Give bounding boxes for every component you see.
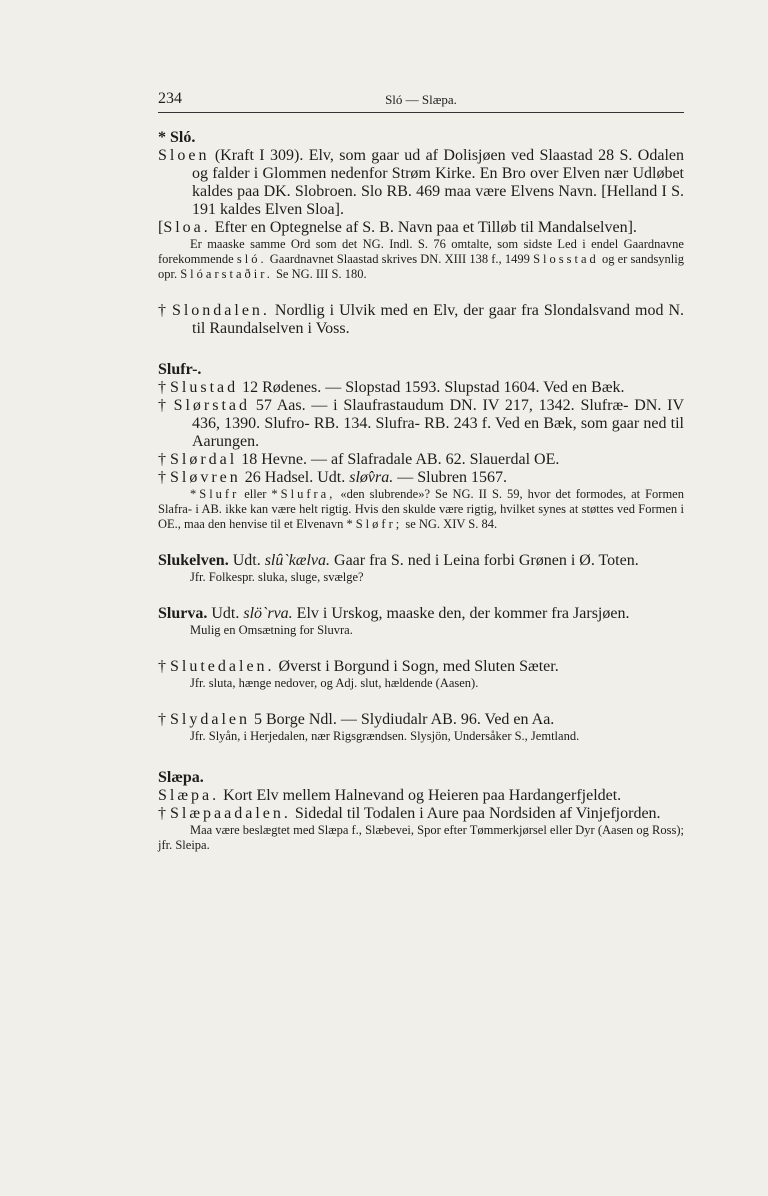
pronunciation: slö`rva.: [243, 605, 293, 622]
note-text: Se NG. III S. 180.: [272, 267, 367, 281]
note-spaced: sló.: [236, 252, 267, 266]
spacer: [158, 746, 684, 764]
entry-slondalen: [158, 302, 684, 338]
note-slydalen: Jfr. Slyån, i Herjedalen, nær Rigsgrændsen. Slysjön, Undersåker S., Jemtland.: [190, 729, 580, 743]
dagger: †: [158, 379, 170, 396]
entry-text: 18 Hevne. — af Slafradale AB. 62. Slauerdal OE.: [237, 451, 560, 468]
note-slaepa: Maa være beslægtet med Slæpa f., Slæbevei, Spor efter Tømmerkjørsel eller Dyr (Aasen og Ross); jfr. Sleipa.: [158, 823, 684, 852]
note-text: Gaardnavnet Slaastad skrives DN. XIII 138 f., 1499: [266, 252, 534, 266]
pronunciation: slû`kælva.: [264, 552, 331, 569]
spacer: [158, 338, 684, 356]
entry-text: 5 Borge Ndl. — Slydiudalr AB. 96. Ved en Aa.: [250, 711, 555, 728]
note-spaced: *Sløfr;: [346, 517, 403, 531]
entry-text: Øverst i Borgund i Sogn, med Sluten Sæter.: [274, 658, 559, 675]
entry-name: Slydalen: [170, 711, 250, 728]
note-slufr: [158, 487, 684, 532]
headword-slufr: Slufr-.: [158, 361, 202, 378]
entry-name: Slørstad: [173, 397, 251, 414]
page-number: 234: [158, 90, 182, 107]
spacer: [158, 284, 684, 302]
entry-text: Kort Elv mellem Halnevand og Heieren paa Hardangerfjeldet.: [219, 787, 622, 804]
entry-slurva: [158, 605, 684, 623]
dagger: †: [158, 658, 170, 675]
entry-name: Sloen: [158, 147, 210, 164]
dagger: †: [158, 302, 172, 319]
entry-text: Gaar fra S. ned i Leina forbi Grønen i Ø. Toten.: [330, 552, 639, 569]
entry-slydalen: [158, 711, 684, 729]
note-slo: [158, 237, 684, 282]
entry-name: Slæpaadalen.: [170, 805, 291, 822]
spacer: [158, 693, 684, 711]
entry-sloa: [158, 219, 684, 237]
pronunciation: slø̂vra.: [349, 469, 394, 486]
note-text: og er sandsynlig opr.: [158, 252, 684, 281]
dagger: †: [158, 397, 174, 414]
entry-slutedalen: [158, 658, 684, 676]
note-spaced: Slosstad: [533, 252, 599, 266]
spacer: [158, 534, 684, 552]
entry-text: Efter en Optegnelse af S. B. Navn paa et Tilløb til Mandalselven].: [210, 219, 637, 236]
entry-text: 26 Hadsel. Udt.: [240, 469, 350, 486]
entry-sloyren: [158, 469, 684, 487]
dagger: †: [158, 451, 170, 468]
entry-text: (Kraft I 309). Elv, som gaar ud af Dolisjøen ved Slaastad 28 S. Odalen og falder i Glommen nedenfor Strøm Kirke. En Bro over Elven nær Udløbet kaldes paa DK. Slobroen. Slo RB. 469 maa være Elvens Navn. [Helland I S. 191 kaldes Elven Sloa].: [192, 147, 684, 218]
entry-name: Slutedalen.: [170, 658, 275, 675]
entry-text: Udt.: [228, 552, 265, 569]
entry-text: Elv i Urskog, maaske den, der kommer fra Jarsjøen.: [292, 605, 630, 622]
dagger: †: [158, 711, 170, 728]
entry-slordal: [158, 451, 684, 469]
note-text: eller: [239, 487, 272, 501]
entry-name: Slukelven.: [158, 552, 229, 569]
note-slurva: Mulig en Omsætning for Sluvra.: [190, 623, 353, 637]
entry-name: Slurva.: [158, 605, 208, 622]
note-text: «den slubrende»? Se NG. II S. 59, hvor det formodes, at Formen Slafra- i AB. ikke kan være helt rigtig. Hvis den skulde være rigtig, hvilket synes at støttes ved Formen i OE., maa den henvise til et Elvenavn: [158, 487, 684, 531]
note-spaced: *Slufr: [190, 487, 240, 501]
dictionary-content: [158, 124, 684, 855]
entry-slaepaadalen: [158, 805, 684, 823]
entry-name: Slustad: [170, 379, 239, 396]
entry-name: Sløvren: [170, 469, 241, 486]
dagger: †: [158, 805, 170, 822]
headword-slo: * Sló.: [158, 129, 196, 146]
entry-text: — Slubren 1567.: [393, 469, 507, 486]
entry-sloen: [158, 147, 684, 219]
entry-slaepa: [158, 787, 684, 805]
bracket: [: [158, 219, 164, 236]
entry-name: Slondalen.: [171, 302, 270, 319]
spacer: [158, 640, 684, 658]
entry-name: Sloa.: [163, 219, 211, 236]
entry-name: Slæpa.: [158, 787, 220, 804]
entry-slukelven: [158, 552, 684, 570]
entry-text: Udt.: [207, 605, 244, 622]
entry-text: 57 Aas. — i Slaufrastaudum DN. IV 217, 1342. Slufræ- DN. IV 436, 1390. Slufro- RB. 134. Slufra- RB. 243 f. Ved en Bæk, som gaar ned til Aarungen.: [192, 397, 685, 450]
note-text: se NG. XIV S. 84.: [402, 517, 498, 531]
headword-slaepa: Slæpa.: [158, 769, 204, 786]
note-spaced: Slóarstaðir.: [180, 267, 273, 281]
entry-name: Slørdal: [170, 451, 238, 468]
spacer: [158, 587, 684, 605]
entry-text: Nordlig i Ulvik med en Elv, der gaar fra Slondalsvand mod N. til Raundalselven i Voss.: [192, 302, 684, 337]
entry-text: Sidedal til Todalen i Aure paa Nordsiden af Vinjefjorden.: [290, 805, 661, 822]
note-slutedalen: Jfr. sluta, hænge nedover, og Adj. slut, hældende (Aasen).: [190, 676, 479, 690]
note-text: Er maaske samme Ord som det NG. Indl. S. 76 omtalte, som sidste Led i endel Gaardnavne forekommende: [158, 237, 684, 266]
dagger: †: [158, 469, 170, 486]
entry-slustad: [158, 379, 684, 397]
page-header: [158, 90, 684, 114]
entry-slorstad: [158, 397, 684, 451]
entry-text: 12 Rødenes. — Slopstad 1593. Slupstad 1604. Ved en Bæk.: [238, 379, 625, 396]
running-title: Sló — Slæpa.: [385, 92, 457, 107]
note-slukelven: Jfr. Folkespr. sluka, sluge, svælge?: [190, 570, 364, 584]
note-spaced: *Slufra,: [271, 487, 336, 501]
header-rule: [158, 112, 684, 113]
